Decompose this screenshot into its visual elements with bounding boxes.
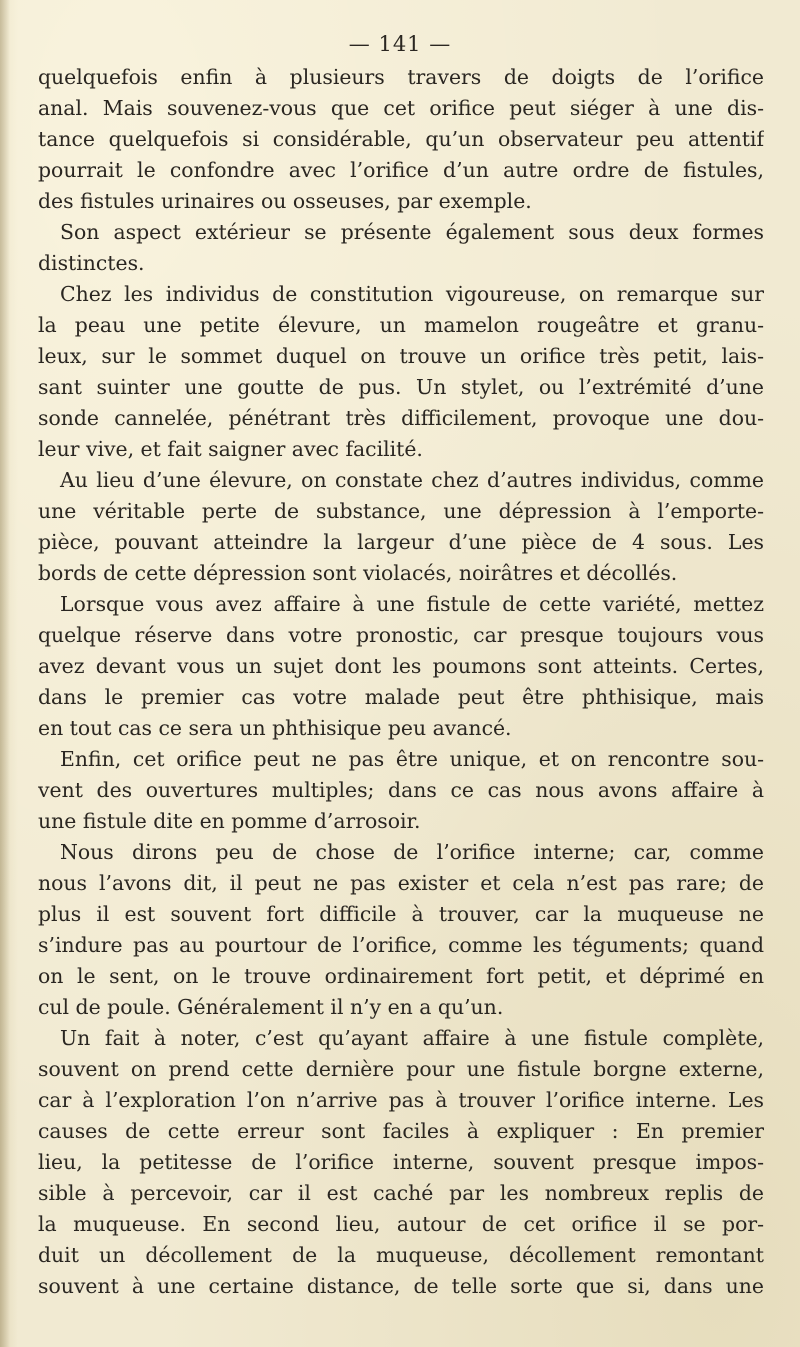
text-line: avez devant vous un sujet dont les poumons sont atteints. Certes, [38, 654, 764, 678]
paragraph-start: Enfin, cet orifice peut ne pas être unique, et on rencontre sou- [60, 747, 764, 771]
text-line: lieu, la petitesse de l’orifice interne, souvent presque impos- [38, 1150, 764, 1174]
paragraph-start: Son aspect extérieur se présente également sous deux formes [60, 220, 764, 244]
text-line: tance quelquefois si considérable, qu’un observateur peu attentif [38, 127, 764, 151]
paragraph-start: Nous dirons peu de chose de l’orifice interne; car, comme [60, 840, 764, 864]
text-line: leur vive, et fait saigner avec facilité. [38, 437, 423, 461]
text-line: leux, sur le sommet duquel on trouve un orifice très petit, lais- [38, 344, 764, 368]
text-line: cul de poule. Généralement il n’y en a qu’un. [38, 995, 504, 1019]
text-line: bords de cette dépression sont violacés, noirâtres et décollés. [38, 561, 678, 585]
text-line: souvent à une certaine distance, de telle sorte que si, dans une [38, 1274, 764, 1298]
text-line: la peau une petite élevure, un mamelon rougeâtre et granu- [38, 313, 764, 337]
text-line: duit un décollement de la muqueuse, décollement remontant [38, 1243, 764, 1267]
text-line: quelque réserve dans votre pronostic, car presque toujours vous [38, 623, 764, 647]
page-edge-shadow [0, 0, 10, 1347]
paragraph-start: Un fait à noter, c’est qu’ayant affaire à une fistule complète, [60, 1026, 764, 1050]
text-line: distinctes. [38, 251, 145, 275]
text-line: sonde cannelée, pénétrant très difficilement, provoque une dou- [38, 406, 764, 430]
paragraph-start: Chez les individus de constitution vigoureuse, on remarque sur [60, 282, 764, 306]
text-line: car à l’exploration l’on n’arrive pas à trouver l’orifice interne. Les [38, 1088, 764, 1112]
text-line: s’indure pas au pourtour de l’orifice, comme les téguments; quand [38, 933, 764, 957]
text-line: vent des ouvertures multiples; dans ce cas nous avons affaire à [38, 778, 764, 802]
text-line: quelquefois enfin à plusieurs travers de doigts de l’orifice [38, 65, 764, 89]
text-line: souvent on prend cette dernière pour une fistule borgne externe, [38, 1057, 764, 1081]
text-line: pourrait le confondre avec l’orifice d’un autre ordre de fistules, [38, 158, 764, 182]
text-line: la muqueuse. En second lieu, autour de cet orifice il se por- [38, 1212, 764, 1236]
text-line: pièce, pouvant atteindre la largeur d’une pièce de 4 sous. Les [38, 530, 764, 554]
text-line: plus il est souvent fort difficile à trouver, car la muqueuse ne [38, 902, 764, 926]
text-line: une véritable perte de substance, une dépression à l’emporte- [38, 499, 764, 523]
text-line: on le sent, on le trouve ordinairement fort petit, et déprimé en [38, 964, 764, 988]
text-line: des fistules urinaires ou osseuses, par exemple. [38, 189, 532, 213]
body-text [38, 62, 764, 1302]
paragraph-start: Au lieu d’une élevure, on constate chez d’autres individus, comme [60, 468, 764, 492]
paragraph-start: Lorsque vous avez affaire à une fistule de cette variété, mettez [60, 592, 764, 616]
text-line: causes de cette erreur sont faciles à expliquer : En premier [38, 1119, 764, 1143]
text-line: sible à percevoir, car il est caché par les nombreux replis de [38, 1181, 764, 1205]
text-line: dans le premier cas votre malade peut être phthisique, mais [38, 685, 764, 709]
text-line: une fistule dite en pomme d’arrosoir. [38, 809, 421, 833]
text-line: sant suinter une goutte de pus. Un stylet, ou l’extrémité d’une [38, 375, 764, 399]
text-line: en tout cas ce sera un phthisique peu avancé. [38, 716, 512, 740]
page-number: — 141 — [348, 32, 452, 56]
text-line: nous l’avons dit, il peut ne pas exister et cela n’est pas rare; de [38, 871, 764, 895]
text-line: anal. Mais souvenez-vous que cet orifice peut siéger à une dis- [38, 96, 764, 120]
